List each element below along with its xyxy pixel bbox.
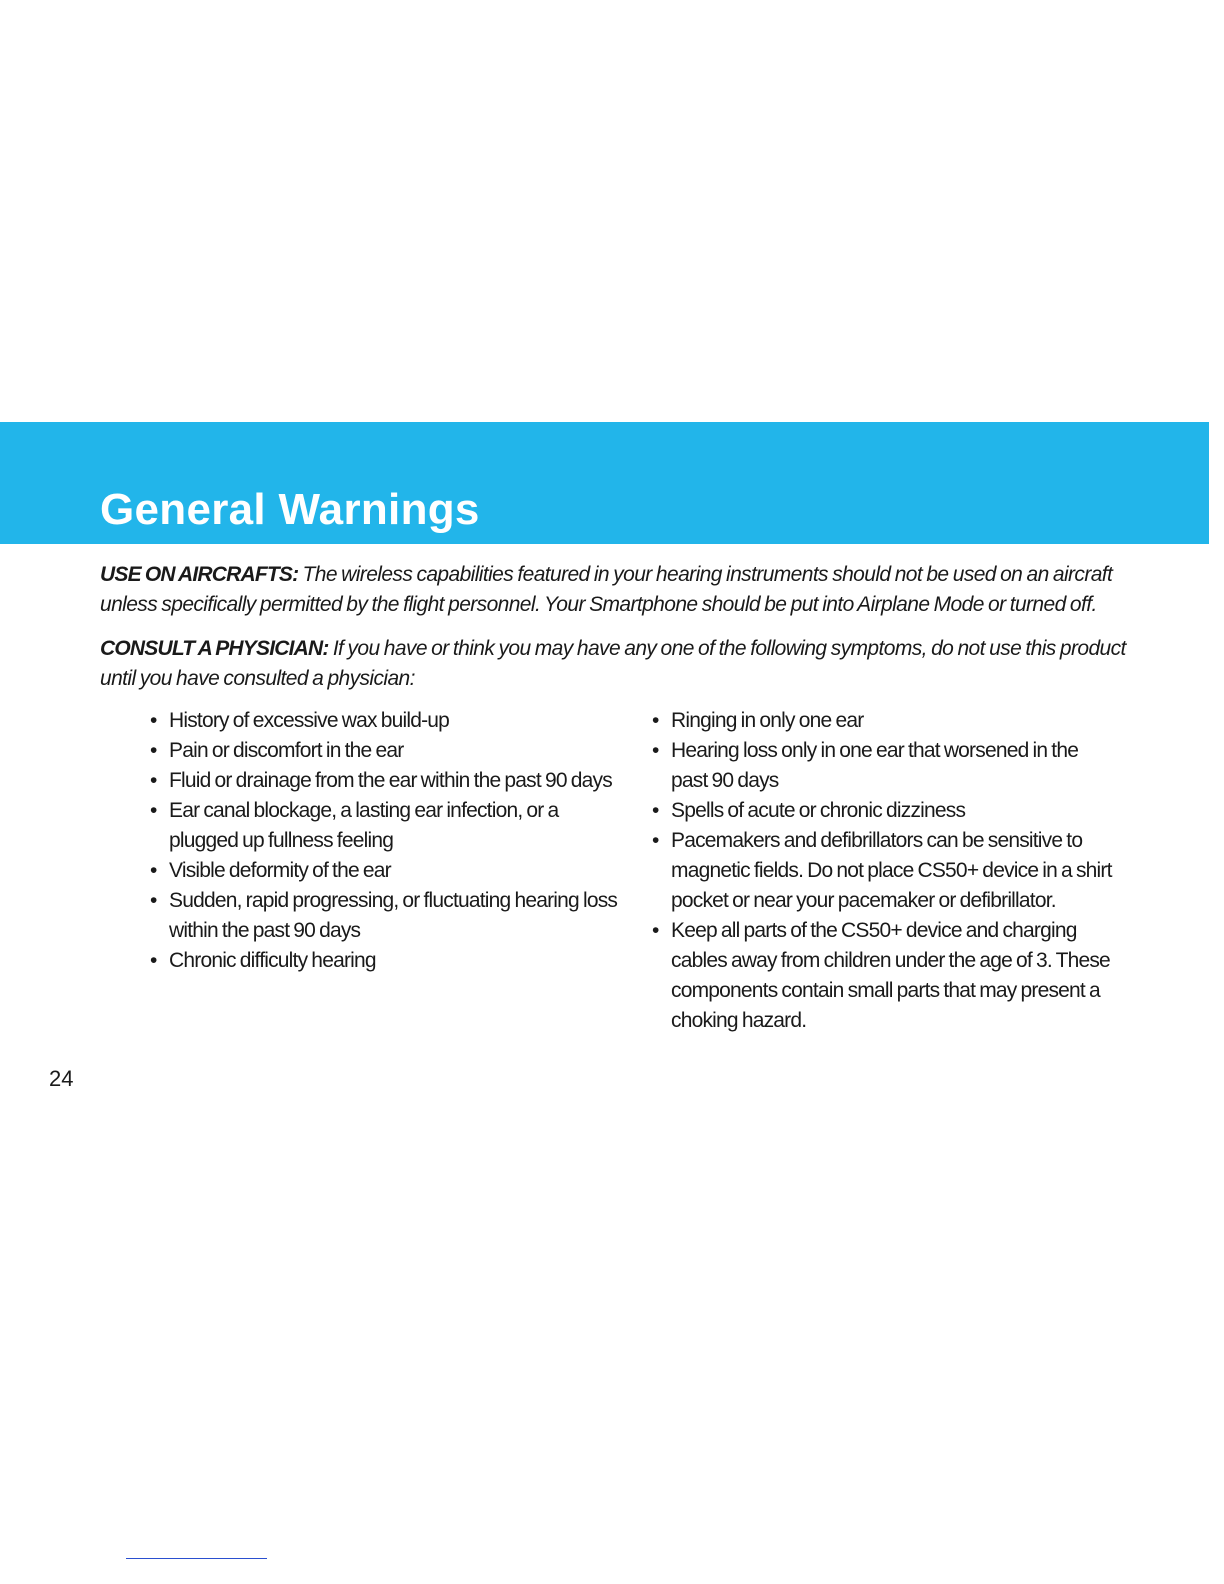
list-item-text: Hearing loss only in one ear that worsened in the past 90 days	[671, 739, 1079, 792]
aircraft-warning	[100, 560, 1130, 620]
bullet-icon: •	[150, 949, 157, 972]
bullet-icon: •	[652, 739, 659, 762]
bullet-icon: •	[150, 889, 157, 912]
list-item	[652, 826, 1112, 916]
list-item	[150, 766, 630, 796]
list-item	[150, 886, 630, 946]
title-banner	[0, 422, 1209, 544]
list-item	[150, 706, 630, 736]
bullet-icon: •	[652, 709, 659, 732]
list-item-text: Visible deformity of the ear	[169, 859, 391, 882]
bullet-icon: •	[652, 829, 659, 852]
symptom-list-left	[150, 706, 630, 976]
list-item-text: Ear canal blockage, a lasting ear infection, or a plugged up fullness feeling	[169, 799, 559, 852]
list-item-text: Chronic difficulty hearing	[169, 949, 376, 972]
physician-warning-text: If you have or think you may have any one of the following symptoms, do not use this product until you have consulted a physician:	[100, 637, 1126, 690]
list-item-text: Spells of acute or chronic dizziness	[671, 799, 966, 822]
bullet-icon: •	[150, 709, 157, 732]
list-item-text: History of excessive wax build-up	[169, 709, 450, 732]
bullet-icon: •	[150, 799, 157, 822]
page-title: General Warnings	[100, 485, 480, 534]
bullet-icon: •	[150, 739, 157, 762]
aircraft-warning-lead: USE ON AIRCRAFTS:	[100, 563, 299, 586]
list-item-text: Fluid or drainage from the ear within the past 90 days	[169, 769, 612, 792]
symptom-list-right	[652, 706, 1112, 1036]
list-item	[150, 796, 630, 856]
list-item	[652, 706, 1112, 736]
bullet-icon: •	[150, 859, 157, 882]
list-item	[652, 796, 1112, 826]
footer-divider	[126, 1558, 267, 1559]
warnings-section	[100, 560, 1130, 708]
bullet-icon: •	[652, 799, 659, 822]
list-item	[652, 916, 1112, 1036]
bullet-icon: •	[150, 769, 157, 792]
physician-warning-lead: CONSULT A PHYSICIAN:	[100, 637, 329, 660]
list-item	[652, 736, 1112, 796]
symptom-list	[150, 706, 1150, 1046]
bullet-icon: •	[652, 919, 659, 942]
physician-warning	[100, 634, 1130, 694]
list-item-text: Pacemakers and defibrillators can be sensitive to magnetic fields. Do not place CS50+ device in a shirt pocket or near your pacemaker or defibrillator.	[671, 829, 1112, 912]
list-item	[150, 736, 630, 766]
list-item	[150, 946, 630, 976]
page-number: 24	[49, 1066, 74, 1091]
list-item-text: Ringing in only one ear	[671, 709, 864, 732]
list-item-text: Sudden, rapid progressing, or fluctuating hearing loss within the past 90 days	[169, 889, 618, 942]
list-item-text: Pain or discomfort in the ear	[169, 739, 404, 762]
list-item-text: Keep all parts of the CS50+ device and charging cables away from children under the age of 3. These components contain small parts that may present a choking hazard.	[671, 919, 1110, 1032]
list-item	[150, 856, 630, 886]
aircraft-warning-text: The wireless capabilities featured in your hearing instruments should not be used on an aircraft unless specifically permitted by the flight personnel. Your Smartphone should be put into Airplane Mode or turned off.	[100, 563, 1113, 616]
